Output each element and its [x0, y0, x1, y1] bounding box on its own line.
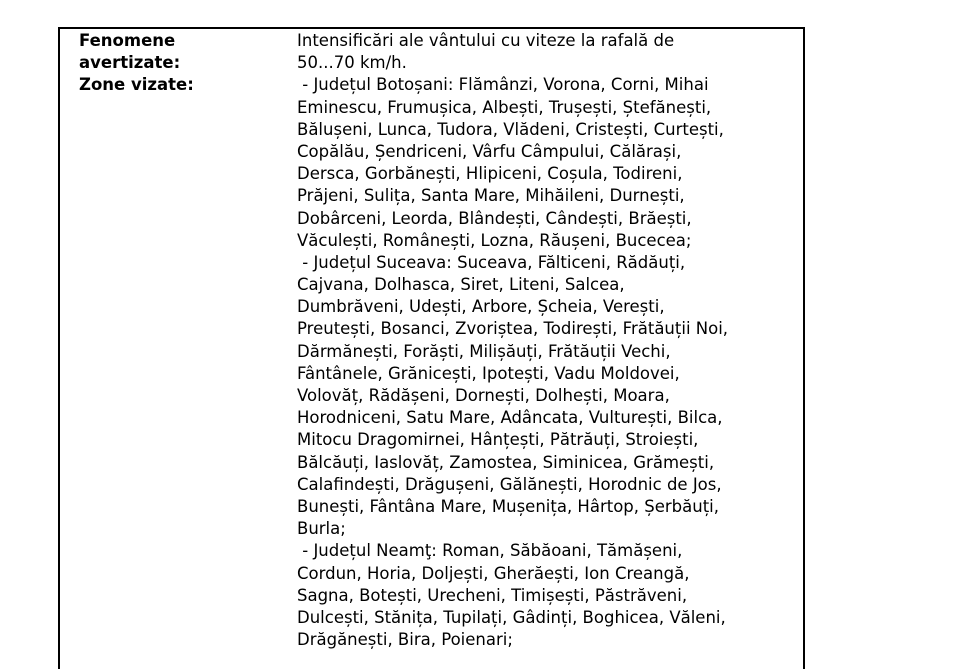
zones-label: Zone vizate:: [79, 75, 194, 95]
phenomena-label: [79, 30, 194, 97]
zone-line: Calafindești, Drăgușeni, Gălănești, Horodnic de Jos,: [297, 474, 722, 494]
zone-line: Fântânele, Grănicești, Ipotești, Vadu Moldovei,: [297, 363, 680, 383]
zone-line: Văculești, Românești, Lozna, Răușeni, Bucecea;: [297, 230, 692, 250]
zone-line: Dumbrăveni, Udești, Arbore, Șcheia, Verești,: [297, 297, 665, 317]
zone-line: Dobârceni, Leorda, Blândești, Cândești, Brăești,: [297, 208, 692, 228]
zone-line: - Județul Neamţ: Roman, Săbăoani, Tămășeni,: [297, 541, 683, 561]
phenomena-label-line: avertizate:: [79, 53, 181, 73]
zone-line: Copălău, Șendriceni, Vârfu Câmpului, Călărași,: [297, 141, 682, 161]
zone-line: Cordun, Horia, Doljești, Gherăești, Ion Creangă,: [297, 563, 690, 583]
zone-line: Mitocu Dragomirnei, Hânțești, Pătrăuți, Stroiești,: [297, 430, 699, 450]
zone-line: Preutești, Bosanci, Zvoriștea, Todirești, Frătăuții Noi,: [297, 319, 729, 339]
phenomena-label-line: Fenomene: [79, 31, 176, 50]
zone-line: Volovăț, Rădășeni, Dornești, Dolhești, Moara,: [297, 386, 670, 406]
zone-line: Sagna, Botești, Urecheni, Timișești, Păstrăveni,: [297, 585, 688, 605]
phenomena-line: 50...70 km/h.: [297, 53, 407, 73]
phenomena-line: Intensificări ale vântului cu viteze la rafală de: [297, 31, 675, 50]
zone-line: Burla;: [297, 519, 346, 539]
zone-line: - Județul Botoșani: Flămânzi, Vorona, Corni, Mihai: [297, 75, 709, 95]
zone-line: Bunești, Fântâna Mare, Mușenița, Hârtop, Șerbăuți,: [297, 496, 720, 516]
zone-line: Drăgănești, Bira, Poienari;: [297, 630, 513, 650]
zone-line: - Județul Suceava: Suceava, Fălticeni, Rădăuți,: [297, 252, 686, 272]
zone-line: Eminescu, Frumușica, Albești, Trușești, Ștefănești,: [297, 97, 712, 117]
zones-value: [297, 74, 728, 651]
zone-line: Bălușeni, Lunca, Tudora, Vlădeni, Cristești, Curtești,: [297, 119, 724, 139]
zone-line: Bălcăuți, Iaslovăț, Zamostea, Siminicea, Grămești,: [297, 452, 715, 472]
zone-line: Prăjeni, Sulița, Santa Mare, Mihăileni, Durnești,: [297, 186, 685, 206]
zone-line: Horodniceni, Satu Mare, Adâncata, Vulturești, Bilca,: [297, 408, 723, 428]
zone-line: Dersca, Gorbănești, Hlipiceni, Coșula, Todireni,: [297, 164, 683, 184]
phenomena-value: [297, 30, 674, 74]
zone-line: Dulcești, Stănița, Tupilați, Gâdinți, Boghicea, Văleni,: [297, 607, 726, 627]
zone-line: Dărmănești, Forăști, Milișăuți, Frătăuții Vechi,: [297, 341, 671, 361]
zone-line: Cajvana, Dolhasca, Siret, Liteni, Salcea,: [297, 275, 625, 295]
